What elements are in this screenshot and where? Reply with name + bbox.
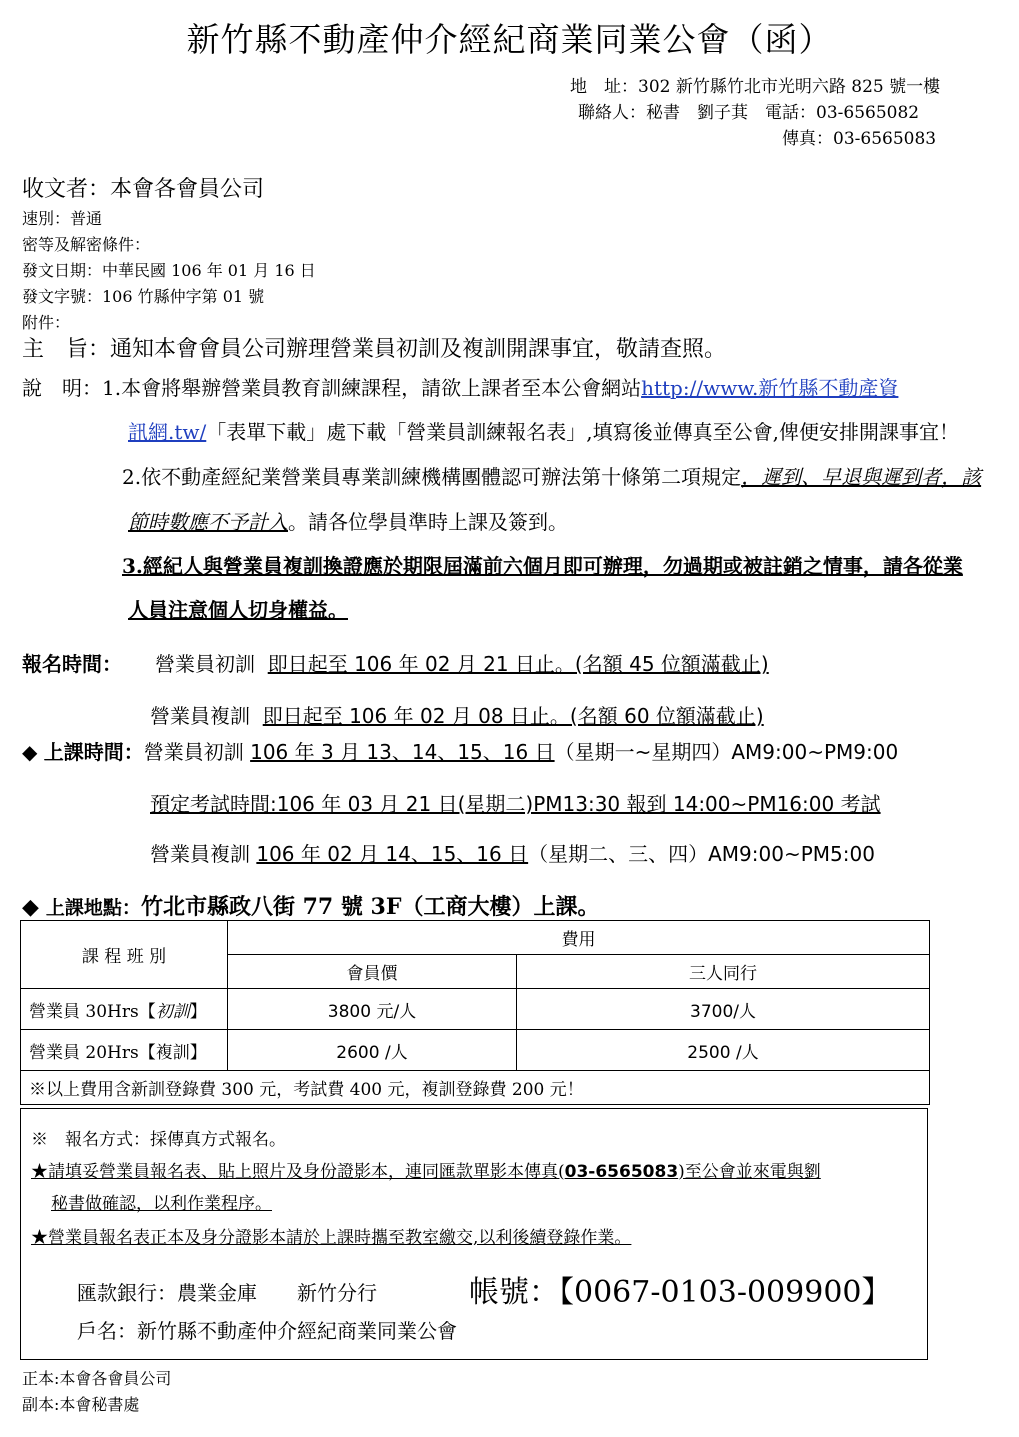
exam-time: 預定考試時間:106 年 03 月 21 日(星期二)PM13:30 報到 14:00~PM16:00 考試 <box>150 792 881 816</box>
table-row: 營業員 30Hrs【初訓】 3800 元/人 3700/人 <box>21 989 930 1030</box>
class-time-initial: ◆ 上課時間：營業員初訓 106 年 3 月 13、14、15、16 日（星期一~星期四）AM9:00~PM9:00 <box>22 740 899 764</box>
website-link[interactable]: http://www.新竹縣不動產資 <box>641 376 899 400</box>
contact: 聯絡人：秘書 劉子萁 電話：03-6565082 <box>578 103 920 123</box>
header-fee: 費用 <box>228 921 930 955</box>
website-link-cont[interactable]: 訊網.tw/ <box>128 420 207 444</box>
signup-instruction-2: ★營業員報名表正本及身分證影本請於上課時攜至教室繳交,以利後續登錄作業。 <box>31 1228 632 1248</box>
explanation-item-3: 3.經紀人與營業員複訓換證應於期限屆滿前六個月即可辦理，勿過期或被註銷之情事，請各從業 <box>122 554 963 578</box>
subject <box>22 332 726 363</box>
fee-table <box>20 920 930 1105</box>
account-number: 帳號：【0067-0103-009900】 <box>469 1275 892 1310</box>
account-holder: 戶名：新竹縣不動產仲介經紀商業同業公會 <box>77 1319 457 1343</box>
class-location: ◆ 上課地點：竹北市縣政八街 77 號 3F（工商大樓）上課。 <box>22 894 600 920</box>
original-recipient: 正本:本會各會員公司 <box>22 1369 172 1388</box>
bank-info: 匯款銀行：農業金庫 新竹分行 <box>77 1281 377 1305</box>
header-member-price: 會員價 <box>228 955 517 989</box>
subject-text: 通知本會會員公司辦理營業員初訓及複訓開課事宜，敬請查照。 <box>110 337 727 362</box>
fax: 傳真：03-6565083 <box>782 129 937 149</box>
issue-date: 發文日期：中華民國 106 年 01 月 16 日 <box>22 261 316 280</box>
header-group-price: 三人同行 <box>517 955 930 989</box>
header-class: 課 程 班 別 <box>21 921 228 989</box>
signup-instruction-1-cont: 秘書做確認，以利作業程序。 <box>51 1194 272 1214</box>
explanation-line-2: 訊網.tw/「表單下載」處下載「營業員訓練報名表」,填寫後並傳真至公會,俾便安排開課事宜！ <box>128 420 959 444</box>
registration-renewal: 營業員複訓 即日起至 106 年 02 月 08 日止。(名額 60 位額滿截止) <box>150 704 764 728</box>
secrecy: 密等及解密條件： <box>22 235 151 254</box>
class-time-renewal: 營業員複訓 106 年 02 月 14、15、16 日（星期二、三、四）AM9:00~PM5:00 <box>150 842 875 866</box>
diamond-bullet-icon: ◆ <box>22 740 38 764</box>
registration-label: 報名時間： <box>22 652 122 676</box>
table-row: 營業員 20Hrs【複訓】 2600 /人 2500 /人 <box>21 1030 930 1071</box>
recipient: 收文者：本會各會員公司 <box>22 177 265 202</box>
address: 地 址：302 新竹縣竹北市光明六路 825 號一樓 <box>570 77 941 97</box>
copy-recipient: 副本:本會秘書處 <box>22 1395 140 1414</box>
explanation-label: 說 明： <box>22 376 102 400</box>
explanation-line-1: 說 明：1.本會將舉辦營業員教育訓練課程，請欲上課者至本公會網站http://www.新竹縣不動產資 <box>22 376 899 400</box>
issue-number: 發文字號：106 竹縣仲字第 01 號 <box>22 287 265 306</box>
signup-box <box>20 1108 928 1360</box>
diamond-bullet-icon: ◆ <box>22 895 39 920</box>
signup-instruction-1: ★請填妥營業員報名表、貼上照片及身份證影本，連同匯款單影本傳真(03-6565083)至公會並來電與劉 <box>31 1162 821 1182</box>
speed: 速別：普通 <box>22 209 103 228</box>
attachment: 附件： <box>22 313 71 332</box>
signup-method: ※ 報名方式：採傳真方式報名。 <box>31 1130 286 1150</box>
explanation-item-3-cont: 人員注意個人切身權益。 <box>128 598 348 622</box>
explanation-item-2: 2.依不動產經紀業營業員專業訓練機構團體認可辦法第十條第二項規定，遲到、早退與遲到者，該 <box>122 465 982 489</box>
subject-label: 主 旨： <box>22 337 111 362</box>
registration-initial: 營業員初訓 即日起至 106 年 02 月 21 日止。(名額 45 位額滿截止) <box>155 652 769 676</box>
explanation-item-2-cont: 節時數應不予計入。請各位學員準時上課及簽到。 <box>128 510 568 534</box>
document-title: 新竹縣不動產仲介經紀商業同業公會（函） <box>186 20 833 59</box>
fee-note: ※以上費用含新訓登錄費 300 元，考試費 400 元，複訓登錄費 200 元！ <box>21 1071 930 1105</box>
